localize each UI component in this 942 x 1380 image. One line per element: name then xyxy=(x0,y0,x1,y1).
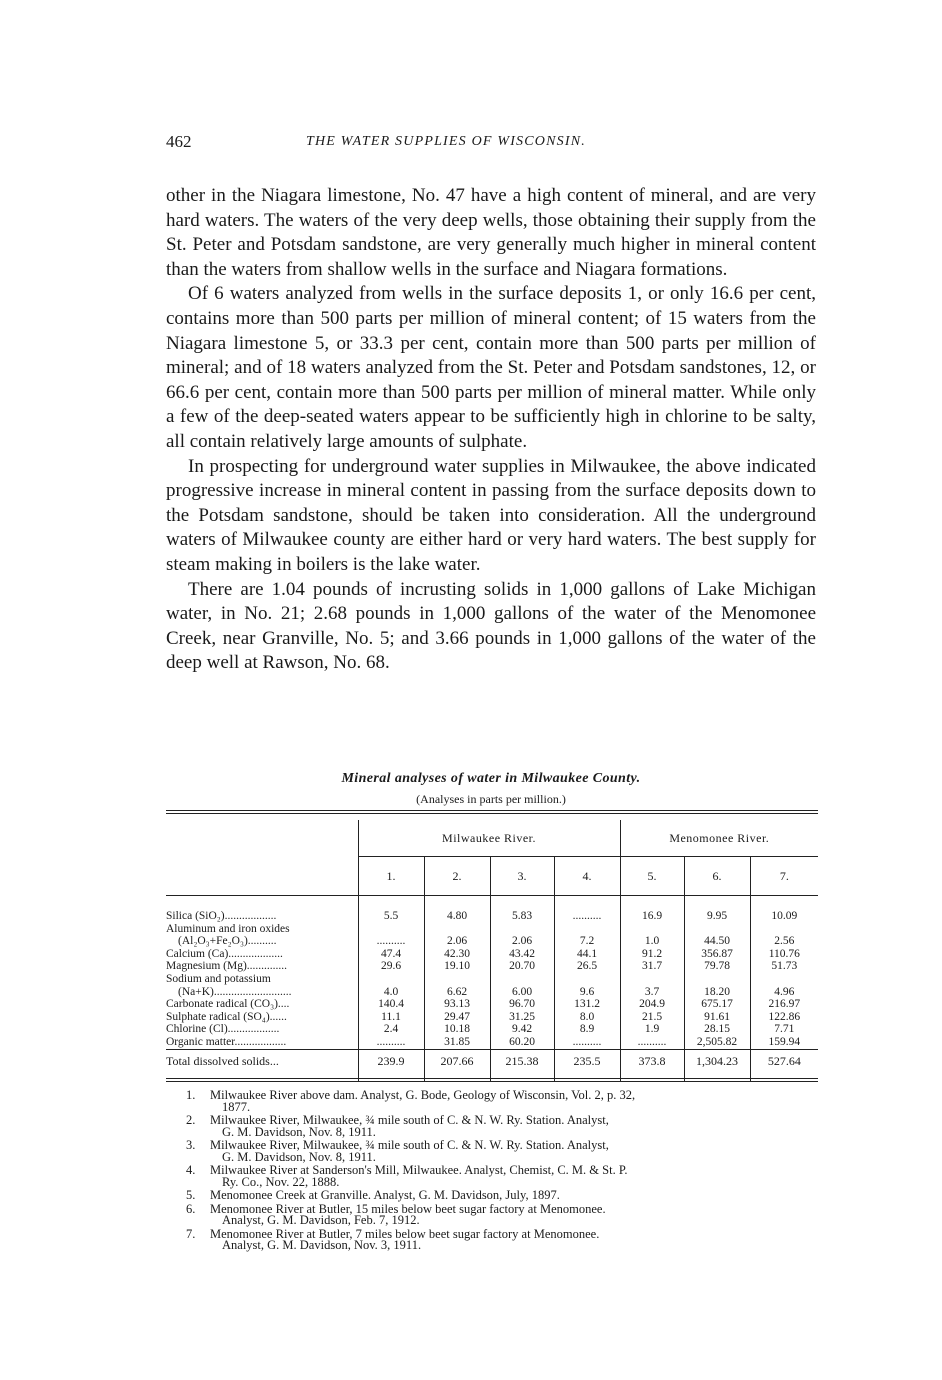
table-cell: .......... xyxy=(358,1036,424,1049)
footnote xyxy=(186,1190,818,1202)
row-label: Total dissolved solids... xyxy=(166,1049,358,1074)
table-cell: 44.1 xyxy=(554,948,620,961)
table-cell: 31.85 xyxy=(424,1036,490,1049)
footnote xyxy=(186,1226,818,1252)
row-label: (Na+K)........................... xyxy=(178,985,292,998)
footnote-number: 2. xyxy=(186,1113,196,1127)
table-cell: 1.9 xyxy=(620,1023,684,1036)
table-cell: 207.66 xyxy=(424,1049,490,1074)
column-header: 3. xyxy=(490,857,554,896)
paragraph: There are 1.04 pounds of incrusting solids in 1,000 gallons of Lake Michigan water, in No. 21; 2.68 pounds in 1,000 gallons of the water of the Menomonee Creek, near Granville, No. 5; and 3.66 pounds in 1,000 gallons of the water of the deep well at Rawson, No. 68. xyxy=(166,578,816,674)
column-header: 4. xyxy=(554,857,620,896)
footnote-text: Milwaukee River, Milwaukee, ¾ mile south of C. & N. W. Ry. Station. Analyst, xyxy=(210,1138,609,1152)
table-cell: .......... xyxy=(358,935,424,948)
table-bottom-rule xyxy=(166,1081,818,1082)
table-cell: 8.0 xyxy=(554,1011,620,1024)
group-header-row xyxy=(166,820,818,857)
table-cell: 373.8 xyxy=(620,1049,684,1074)
row-label: Sulphate radical (SO₄)...... xyxy=(166,1010,287,1023)
table-cell: 2.06 xyxy=(424,935,490,948)
row-label: Calcium (Ca)................... xyxy=(166,947,283,960)
footnote xyxy=(186,1115,818,1138)
table-cell: 8.9 xyxy=(554,1023,620,1036)
footnote-continuation: Analyst, G. M. Davidson, Feb. 7, 1912. xyxy=(222,1213,420,1227)
row-label: Silica (SiO₂).................. xyxy=(166,910,277,922)
table-cell: 159.94 xyxy=(750,1036,818,1049)
table-cell: 1.0 xyxy=(620,935,684,948)
stub-header xyxy=(166,820,358,857)
table-cell: 4.96 xyxy=(750,986,818,999)
row-label: Carbonate radical (CO₃).... xyxy=(166,998,290,1011)
table-cell: 2.4 xyxy=(358,1023,424,1036)
column-header: 7. xyxy=(750,857,818,896)
table-cell: 96.70 xyxy=(490,998,554,1011)
table-cell: 9.6 xyxy=(554,986,620,999)
table-cell: 51.73 xyxy=(750,960,818,973)
footnote-continuation: G. M. Davidson, Nov. 8, 1911. xyxy=(222,1149,376,1164)
table-row xyxy=(166,935,818,948)
table-cell: 10.18 xyxy=(424,1023,490,1036)
table-title: Mineral analyses of water in Milwaukee County. xyxy=(341,771,641,786)
table-cell: 4.0 xyxy=(358,986,424,999)
table-cell: 26.5 xyxy=(554,960,620,973)
table-cell: 140.4 xyxy=(358,998,424,1011)
table-cell: 47.4 xyxy=(358,948,424,961)
footnote-number: 4. xyxy=(186,1163,196,1177)
table-cell: 4.80 xyxy=(424,910,490,923)
table-cell: 21.5 xyxy=(620,1011,684,1024)
table-row xyxy=(166,948,818,961)
table-cell: 9.42 xyxy=(490,1023,554,1036)
group-milwaukee-river: Milwaukee River. xyxy=(358,820,620,857)
table-cell: 131.2 xyxy=(554,998,620,1011)
table-cell: 19.10 xyxy=(424,960,490,973)
footnote-text: Menomonee Creek at Granville. Analyst, G. M. Davidson, July, 1897. xyxy=(210,1188,560,1202)
paragraph: other in the Niagara limestone, No. 47 have a high content of mineral, and are very hard waters. The waters of the very deep wells, those obtaining their supply from the St. Peter and Potsdam sandstone, are very generally much higher in mineral content than the waters from shallow wells in the surface and Niagara formations. xyxy=(166,185,816,280)
footnote-continuation: G. M. Davidson, Nov. 8, 1911. xyxy=(222,1124,376,1139)
column-header: 6. xyxy=(684,857,750,896)
table-top-rule xyxy=(166,810,818,811)
footnote xyxy=(186,1140,818,1163)
row-label: Aluminum and iron oxides xyxy=(166,922,290,935)
footnotes xyxy=(186,1090,818,1254)
table-cell: 20.70 xyxy=(490,960,554,973)
footnote xyxy=(186,1165,818,1188)
table-cell: 122.86 xyxy=(750,1011,818,1024)
table-cell: 91.2 xyxy=(620,948,684,961)
table-row xyxy=(166,1036,818,1049)
footnote-continuation: Ry. Co., Nov. 22, 1888. xyxy=(222,1174,340,1189)
table-cell: .......... xyxy=(554,910,620,923)
table-bottom-rule xyxy=(166,1078,818,1079)
table-row xyxy=(166,1023,818,1036)
table-cell: 16.9 xyxy=(620,910,684,923)
table-cell: 3.7 xyxy=(620,986,684,999)
table-top-rule xyxy=(166,813,818,814)
footnote-text: Menomonee River at Butler, 15 miles below beet sugar factory at Menomonee. xyxy=(210,1201,606,1216)
table-cell: 79.78 xyxy=(684,960,750,973)
paragraph: Of 6 waters analyzed from wells in the surface deposits 1, or only 16.6 per cent, contains more than 500 parts per million of mineral content; of 15 waters from the Niagara limestone 5, or 33.3 per cent, contain more than 500 parts per million of mineral; and of 18 waters analyzed from the St. Peter and Potsdam sandstones, 12, or 66.6 per cent, contain more than 500 parts per million of mineral matter. While only a few of the deep-seated waters appear to be sufficiently high in chlorine to be salty, all contain relatively large amounts of sulphate. xyxy=(166,283,816,452)
table-cell: 44.50 xyxy=(684,935,750,948)
table-cell: 356.87 xyxy=(684,948,750,961)
table-cell: 5.5 xyxy=(358,910,424,923)
running-title: THE WATER SUPPLIES OF WISCONSIN. xyxy=(306,134,586,149)
table-cell: 1,304.23 xyxy=(684,1049,750,1074)
table-cell: 215.38 xyxy=(490,1049,554,1074)
table-cell: 11.1 xyxy=(358,1011,424,1024)
footnote-continuation: 1877. xyxy=(222,1099,251,1114)
table-cell: 6.62 xyxy=(424,986,490,999)
footnote-number: 6. xyxy=(186,1201,196,1216)
row-label: Chlorine (Cl).................. xyxy=(166,1023,280,1036)
footnote xyxy=(186,1201,818,1227)
table-cell: .......... xyxy=(554,1036,620,1049)
footnote-number: 5. xyxy=(186,1188,196,1202)
table-row xyxy=(166,986,818,999)
table-cell: 28.15 xyxy=(684,1023,750,1036)
table-cell: 31.25 xyxy=(490,1011,554,1024)
table-cell: 29.6 xyxy=(358,960,424,973)
row-label: Magnesium (Mg).............. xyxy=(166,960,288,973)
table-cell: 235.5 xyxy=(554,1049,620,1074)
footnote-number: 1. xyxy=(186,1088,196,1102)
table-cell: 2.56 xyxy=(750,935,818,948)
table-cell: 29.47 xyxy=(424,1011,490,1024)
table-cell: 110.76 xyxy=(750,948,818,961)
page-header xyxy=(166,132,816,156)
row-label: (Al₂O₃+Fe₂O₃).......... xyxy=(178,935,277,948)
table-cell: 7.2 xyxy=(554,935,620,948)
mineral-analyses-table xyxy=(166,820,818,1082)
table-cell: 527.64 xyxy=(750,1049,818,1074)
table-cell: 10.09 xyxy=(750,910,818,923)
body-text xyxy=(166,184,816,676)
footnote xyxy=(186,1090,818,1113)
table-row xyxy=(166,960,818,973)
table-cell: 43.42 xyxy=(490,948,554,961)
table-cell: 42.30 xyxy=(424,948,490,961)
paragraph: In prospecting for underground water supplies in Milwaukee, the above indicated progressive increase in mineral content in passing from the surface deposits down to the Potsdam sandstone, should be taken into consideration. All the underground waters of Milwaukee county are either hard or very hard waters. The best supply for steam making in boilers is the lake water. xyxy=(166,455,816,575)
stub-header xyxy=(166,857,358,896)
footnote-number: 3. xyxy=(186,1138,196,1152)
table-cell: 93.13 xyxy=(424,998,490,1011)
table-row xyxy=(166,910,818,923)
footnote-number: 7. xyxy=(186,1226,196,1241)
table-row xyxy=(166,973,818,986)
footnote-text: Menomonee River at Butler, 7 miles below beet sugar factory at Menomonee. xyxy=(210,1226,600,1241)
table-cell: 18.20 xyxy=(684,986,750,999)
table-cell: 239.9 xyxy=(358,1049,424,1074)
table-cell: 204.9 xyxy=(620,998,684,1011)
column-header: 5. xyxy=(620,857,684,896)
footnote-continuation: Analyst, G. M. Davidson, Nov. 3, 1911. xyxy=(222,1238,422,1252)
page-number: 462 xyxy=(166,132,192,151)
table-row xyxy=(166,923,818,936)
column-header: 2. xyxy=(424,857,490,896)
table-cell: 9.95 xyxy=(684,910,750,923)
total-row xyxy=(166,1049,818,1074)
footnote-text: Milwaukee River, Milwaukee, ¾ mile south of C. & N. W. Ry. Station. Analyst, xyxy=(210,1113,609,1127)
table-cell: 675.17 xyxy=(684,998,750,1011)
footnote-text: Milwaukee River at Sanderson's Mill, Milwaukee. Analyst, Chemist, C. M. & St. P. xyxy=(210,1163,628,1177)
table-cell: 2,505.82 xyxy=(684,1036,750,1049)
table-cell: 2.06 xyxy=(490,935,554,948)
table-cell: 5.83 xyxy=(490,910,554,923)
group-menomonee-river: Menomonee River. xyxy=(620,820,818,857)
table-cell: 91.61 xyxy=(684,1011,750,1024)
column-header: 1. xyxy=(358,857,424,896)
table-cell: 31.7 xyxy=(620,960,684,973)
table-row xyxy=(166,998,818,1011)
table-subtitle: (Analyses in parts per million.) xyxy=(416,792,566,806)
table-cell: 60.20 xyxy=(490,1036,554,1049)
table-row xyxy=(166,1011,818,1024)
row-label: Organic matter.................. xyxy=(166,1035,287,1048)
column-header-row xyxy=(166,857,818,896)
row-label: Sodium and potassium xyxy=(166,972,271,985)
table-cell: 7.71 xyxy=(750,1023,818,1036)
footnote-text: Milwaukee River above dam. Analyst, G. Bode, Geology of Wisconsin, Vol. 2, p. 32, xyxy=(210,1088,636,1102)
table-cell: 216.97 xyxy=(750,998,818,1011)
table-cell: .......... xyxy=(620,1036,684,1049)
table-cell: 6.00 xyxy=(490,986,554,999)
